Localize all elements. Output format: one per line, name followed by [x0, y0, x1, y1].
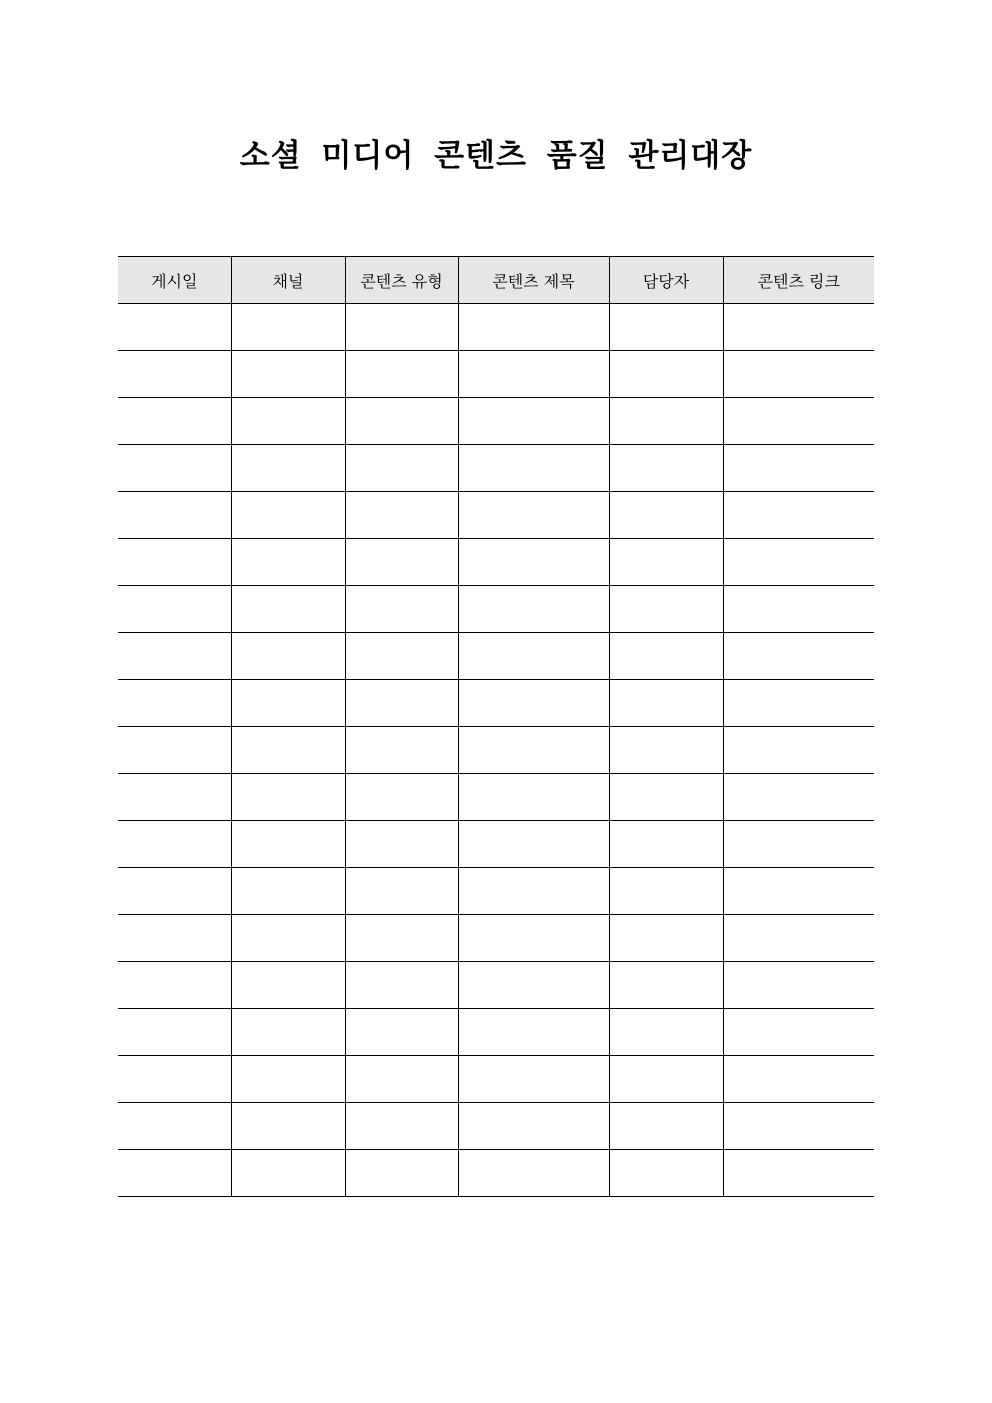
table-row — [118, 586, 874, 633]
content-type-cell[interactable] — [345, 492, 458, 539]
content-quality-ledger-table — [118, 256, 874, 1197]
manager-cell[interactable] — [609, 680, 723, 727]
content-title-cell[interactable] — [458, 1150, 609, 1197]
post-date-cell[interactable] — [118, 1103, 231, 1150]
post-date-cell[interactable] — [118, 351, 231, 398]
content-title-cell[interactable] — [458, 586, 609, 633]
content-title-cell[interactable] — [458, 962, 609, 1009]
table-body — [118, 304, 874, 1197]
content-link-cell[interactable] — [723, 304, 874, 351]
channel-cell[interactable] — [231, 539, 345, 586]
content-title-cell[interactable] — [458, 1103, 609, 1150]
manager-cell[interactable] — [609, 962, 723, 1009]
table-row — [118, 1056, 874, 1103]
content-title-cell[interactable] — [458, 398, 609, 445]
table-row — [118, 962, 874, 1009]
content-link-cell[interactable] — [723, 915, 874, 962]
manager-cell[interactable] — [609, 915, 723, 962]
table-row — [118, 774, 874, 821]
column-header-manager: 담당자 — [609, 257, 723, 304]
content-title-cell[interactable] — [458, 633, 609, 680]
content-link-cell[interactable] — [723, 539, 874, 586]
content-link-cell[interactable] — [723, 821, 874, 868]
channel-cell[interactable] — [231, 304, 345, 351]
content-type-cell[interactable] — [345, 774, 458, 821]
table-row — [118, 868, 874, 915]
content-title-cell[interactable] — [458, 304, 609, 351]
table-row — [118, 445, 874, 492]
content-title-cell[interactable] — [458, 915, 609, 962]
manager-cell[interactable] — [609, 868, 723, 915]
content-title-cell[interactable] — [458, 774, 609, 821]
content-type-cell[interactable] — [345, 962, 458, 1009]
column-header-content-title: 콘텐츠 제목 — [458, 257, 609, 304]
content-title-cell[interactable] — [458, 727, 609, 774]
channel-cell[interactable] — [231, 492, 345, 539]
content-title-cell[interactable] — [458, 868, 609, 915]
content-type-cell[interactable] — [345, 633, 458, 680]
content-type-cell[interactable] — [345, 445, 458, 492]
channel-cell[interactable] — [231, 1009, 345, 1056]
table-row — [118, 1103, 874, 1150]
channel-cell[interactable] — [231, 821, 345, 868]
content-type-cell[interactable] — [345, 351, 458, 398]
manager-cell[interactable] — [609, 539, 723, 586]
manager-cell[interactable] — [609, 727, 723, 774]
content-type-cell[interactable] — [345, 915, 458, 962]
channel-cell[interactable] — [231, 398, 345, 445]
post-date-cell[interactable] — [118, 633, 231, 680]
content-link-cell[interactable] — [723, 1056, 874, 1103]
table-row — [118, 680, 874, 727]
post-date-cell[interactable] — [118, 868, 231, 915]
manager-cell[interactable] — [609, 633, 723, 680]
post-date-cell[interactable] — [118, 586, 231, 633]
channel-cell[interactable] — [231, 1056, 345, 1103]
content-type-cell[interactable] — [345, 586, 458, 633]
table-row — [118, 1009, 874, 1056]
manager-cell[interactable] — [609, 821, 723, 868]
content-type-cell[interactable] — [345, 727, 458, 774]
content-link-cell[interactable] — [723, 1150, 874, 1197]
post-date-cell[interactable] — [118, 539, 231, 586]
post-date-cell[interactable] — [118, 1056, 231, 1103]
content-type-cell[interactable] — [345, 1056, 458, 1103]
channel-cell[interactable] — [231, 962, 345, 1009]
channel-cell[interactable] — [231, 445, 345, 492]
content-title-cell[interactable] — [458, 821, 609, 868]
channel-cell[interactable] — [231, 680, 345, 727]
column-header-post-date: 게시일 — [118, 257, 231, 304]
table-row — [118, 1150, 874, 1197]
content-title-cell[interactable] — [458, 1056, 609, 1103]
content-type-cell[interactable] — [345, 868, 458, 915]
manager-cell[interactable] — [609, 304, 723, 351]
manager-cell[interactable] — [609, 351, 723, 398]
content-title-cell[interactable] — [458, 1009, 609, 1056]
table-row — [118, 821, 874, 868]
content-type-cell[interactable] — [345, 821, 458, 868]
content-link-cell[interactable] — [723, 727, 874, 774]
manager-cell[interactable] — [609, 586, 723, 633]
content-link-cell[interactable] — [723, 1103, 874, 1150]
table-header-row — [118, 257, 874, 304]
post-date-cell[interactable] — [118, 821, 231, 868]
post-date-cell[interactable] — [118, 1009, 231, 1056]
content-type-cell[interactable] — [345, 1103, 458, 1150]
post-date-cell[interactable] — [118, 727, 231, 774]
manager-cell[interactable] — [609, 1056, 723, 1103]
manager-cell[interactable] — [609, 492, 723, 539]
content-type-cell[interactable] — [345, 1009, 458, 1056]
table-row — [118, 915, 874, 962]
content-link-cell[interactable] — [723, 492, 874, 539]
table-row — [118, 492, 874, 539]
content-link-cell[interactable] — [723, 962, 874, 1009]
content-link-cell[interactable] — [723, 680, 874, 727]
content-link-cell[interactable] — [723, 868, 874, 915]
content-link-cell[interactable] — [723, 1009, 874, 1056]
column-header-channel: 채널 — [231, 257, 345, 304]
post-date-cell[interactable] — [118, 680, 231, 727]
manager-cell[interactable] — [609, 398, 723, 445]
table-row — [118, 398, 874, 445]
post-date-cell[interactable] — [118, 304, 231, 351]
page-title: 소셜 미디어 콘텐츠 품질 관리대장 — [239, 138, 753, 174]
content-link-cell[interactable] — [723, 445, 874, 492]
content-link-cell[interactable] — [723, 351, 874, 398]
table-row — [118, 727, 874, 774]
channel-cell[interactable] — [231, 868, 345, 915]
table-row — [118, 304, 874, 351]
content-title-cell[interactable] — [458, 351, 609, 398]
channel-cell[interactable] — [231, 1150, 345, 1197]
content-type-cell[interactable] — [345, 304, 458, 351]
channel-cell[interactable] — [231, 915, 345, 962]
table-row — [118, 539, 874, 586]
post-date-cell[interactable] — [118, 492, 231, 539]
channel-cell[interactable] — [231, 774, 345, 821]
content-link-cell[interactable] — [723, 774, 874, 821]
content-type-cell[interactable] — [345, 1150, 458, 1197]
channel-cell[interactable] — [231, 351, 345, 398]
channel-cell[interactable] — [231, 633, 345, 680]
manager-cell[interactable] — [609, 445, 723, 492]
table-row — [118, 351, 874, 398]
manager-cell[interactable] — [609, 1150, 723, 1197]
content-title-cell[interactable] — [458, 445, 609, 492]
manager-cell[interactable] — [609, 1103, 723, 1150]
content-link-cell[interactable] — [723, 633, 874, 680]
post-date-cell[interactable] — [118, 915, 231, 962]
channel-cell[interactable] — [231, 727, 345, 774]
post-date-cell[interactable] — [118, 962, 231, 1009]
manager-cell[interactable] — [609, 1009, 723, 1056]
table-row — [118, 633, 874, 680]
manager-cell[interactable] — [609, 774, 723, 821]
content-title-cell[interactable] — [458, 539, 609, 586]
post-date-cell[interactable] — [118, 774, 231, 821]
content-title-cell[interactable] — [458, 492, 609, 539]
content-link-cell[interactable] — [723, 398, 874, 445]
column-header-content-link: 콘텐츠 링크 — [723, 257, 874, 304]
content-type-cell[interactable] — [345, 398, 458, 445]
channel-cell[interactable] — [231, 586, 345, 633]
content-type-cell[interactable] — [345, 539, 458, 586]
content-title-cell[interactable] — [458, 680, 609, 727]
column-header-content-type: 콘텐츠 유형 — [345, 257, 458, 304]
post-date-cell[interactable] — [118, 1150, 231, 1197]
channel-cell[interactable] — [231, 1103, 345, 1150]
content-type-cell[interactable] — [345, 680, 458, 727]
post-date-cell[interactable] — [118, 445, 231, 492]
content-link-cell[interactable] — [723, 586, 874, 633]
post-date-cell[interactable] — [118, 398, 231, 445]
